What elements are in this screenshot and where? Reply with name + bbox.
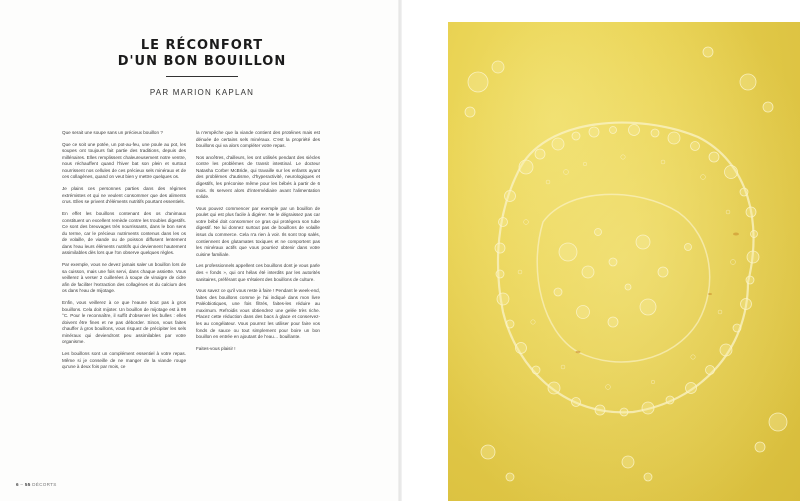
text-column-1 (62, 130, 186, 376)
section-name: DÉCORTS (30, 482, 57, 487)
paragraph: En effet les bouillons contenant des os d'animaux constituent un excellent remède contre les troubles digestifs. Ce sont des breuvages très nourrissants, dans le bon sens du terme, car le précieux nutriments contenus dans les os de volaille, de viande ou de poisson diffusent lentement dans l'eau leurs éléments nutritifs qui deviennent hautement assimilables dès lors que l'on observe quelques règles. (62, 211, 186, 256)
paragraph: Faites-vous plaisir ! (196, 345, 236, 351)
article-title-line-1: LE RÉCONFORT (140, 38, 264, 53)
byline: PAR MARION KAPLAN (149, 88, 255, 97)
article-title (88, 38, 316, 70)
page-number: 6 (16, 482, 19, 487)
article-title-line-2: D'UN BON BOUILLON (117, 54, 287, 69)
paragraph: Enfin, vous veillerez à ce que l'eaune bout pas à gros bouillons. Cela doit mijoter. Un bouillon de mijotage est à 99 °C. Pour le reconnaître, il suffit d'observer les bulles : elles doivent être fines et ne pas déborder. Sinon, vous faites chauffer à gros bouillons, vous risquez de précipiter les sels minéraux qui deviendront peu assimilables par votre organisme. (62, 299, 186, 345)
folio-separator: – (18, 482, 25, 487)
paragraph: Je plains ces personnes parties dans des régimes extrémistes et qui ne veulent consommer que des aliments crus. Elles se privent d'éléments nutritifs pourtant essentiels. (62, 186, 186, 205)
page-folio (16, 482, 57, 487)
paragraph: Nos ancêtres, d'ailleurs, les ont utilisés pendant des siècles contre les problèmes de transit intestinal. Le docteur Natasha Corbe! McBride, qui travaille sur les enfants ayant des problèmes d'autisme, d'hyperactivité, neurologiques et digestifs, les préconise même pour les bébés à partir de 6 mois. Ils servent alors d'intermédiaire avant l'alimentation solide. (196, 154, 320, 200)
broth-bubbles-illustration (448, 22, 800, 501)
paragraph: Les professionnels appellent ces bouillons dont je vous parle des « fonds », qui ont hélas été interdits par les autorités sanitaires, préférant que s'étalent des bouillons de culture. (196, 263, 320, 282)
title-divider (166, 76, 238, 77)
issue-number: 55 (24, 482, 31, 487)
text-column-2 (196, 130, 320, 358)
paragraph: la n'empêche que la viande contient des protéines mais est dénuée de certains sels minéraux. C'est la propriété des bouillons qui va alors compléter votre repas. (196, 130, 320, 149)
paragraph: Vous savez ce qu'il vous reste à faire ! Pendant le week-end, faites des bouillons comme je l'ai indiqué dans mon livre Paléobiotiques, une fois filtrés, faites-les réduire au maximum. Refroidis vous obtiendrez une gelée très riche. Placez cette réduction dans des bacs à glace et conservez-les au congélateur. Vous pourrez les utiliser pour faire vos fonds de sauce ou tout simplement pour boire un bon bouillon en entrée en ajoutant de l'eau… bouillante. (196, 288, 320, 340)
paragraph: Que serait une soupe sans un précieux bouillon ? (62, 130, 163, 135)
right-page (402, 0, 800, 501)
paragraph: Par exemple, vous ne devez jamais saler un bouillon lors de sa cuisson, mais une fois servi, dans chaque assiette. Vous veillerez à verser 2 cuillerées à soupe de vinaigre de cidre afin de faciliter l'extraction des collagènes et du calcium des os dans l'eau de mijotage. (62, 262, 186, 294)
paragraph: Vous pouvez commencer par exemple par un bouillon de poulet qui est plus facile à digérer. Ne le dégraissez pas car votre bébé doit consommer ce gras qui protégera son tube digestif. Ne lui donnez surtout pas de bouillons de volaille issus du commerce. Cela n'a rien à voir. Ils sont trop salés, contiennent des glutamates toxiques et ne comportent pas les minéraux actifs que vous pourriez obtenir dans votre cuisine familiale. (196, 205, 320, 257)
paragraph: Que ce soit une potée, un pot-au-feu, une poule au pot, les soupes ont toujours fait partie des traditions, depuis des millénaires. Elles remplissent chaleureusement notre ventre, nous réchauffent quand l'hiver bat son plein et surtout nourrissent nos cellules de ces précieux sels minéraux et de ces collagènes, quand on veut bien y mettre quelques os. (62, 141, 186, 180)
paragraph: Les bouillons sont un complément essentiel à votre repas. Même si je conseille de ne manger de la viande rouge qu'une à deux fois par mois, ce (62, 350, 186, 370)
broth-bubbles-photo (448, 22, 800, 501)
